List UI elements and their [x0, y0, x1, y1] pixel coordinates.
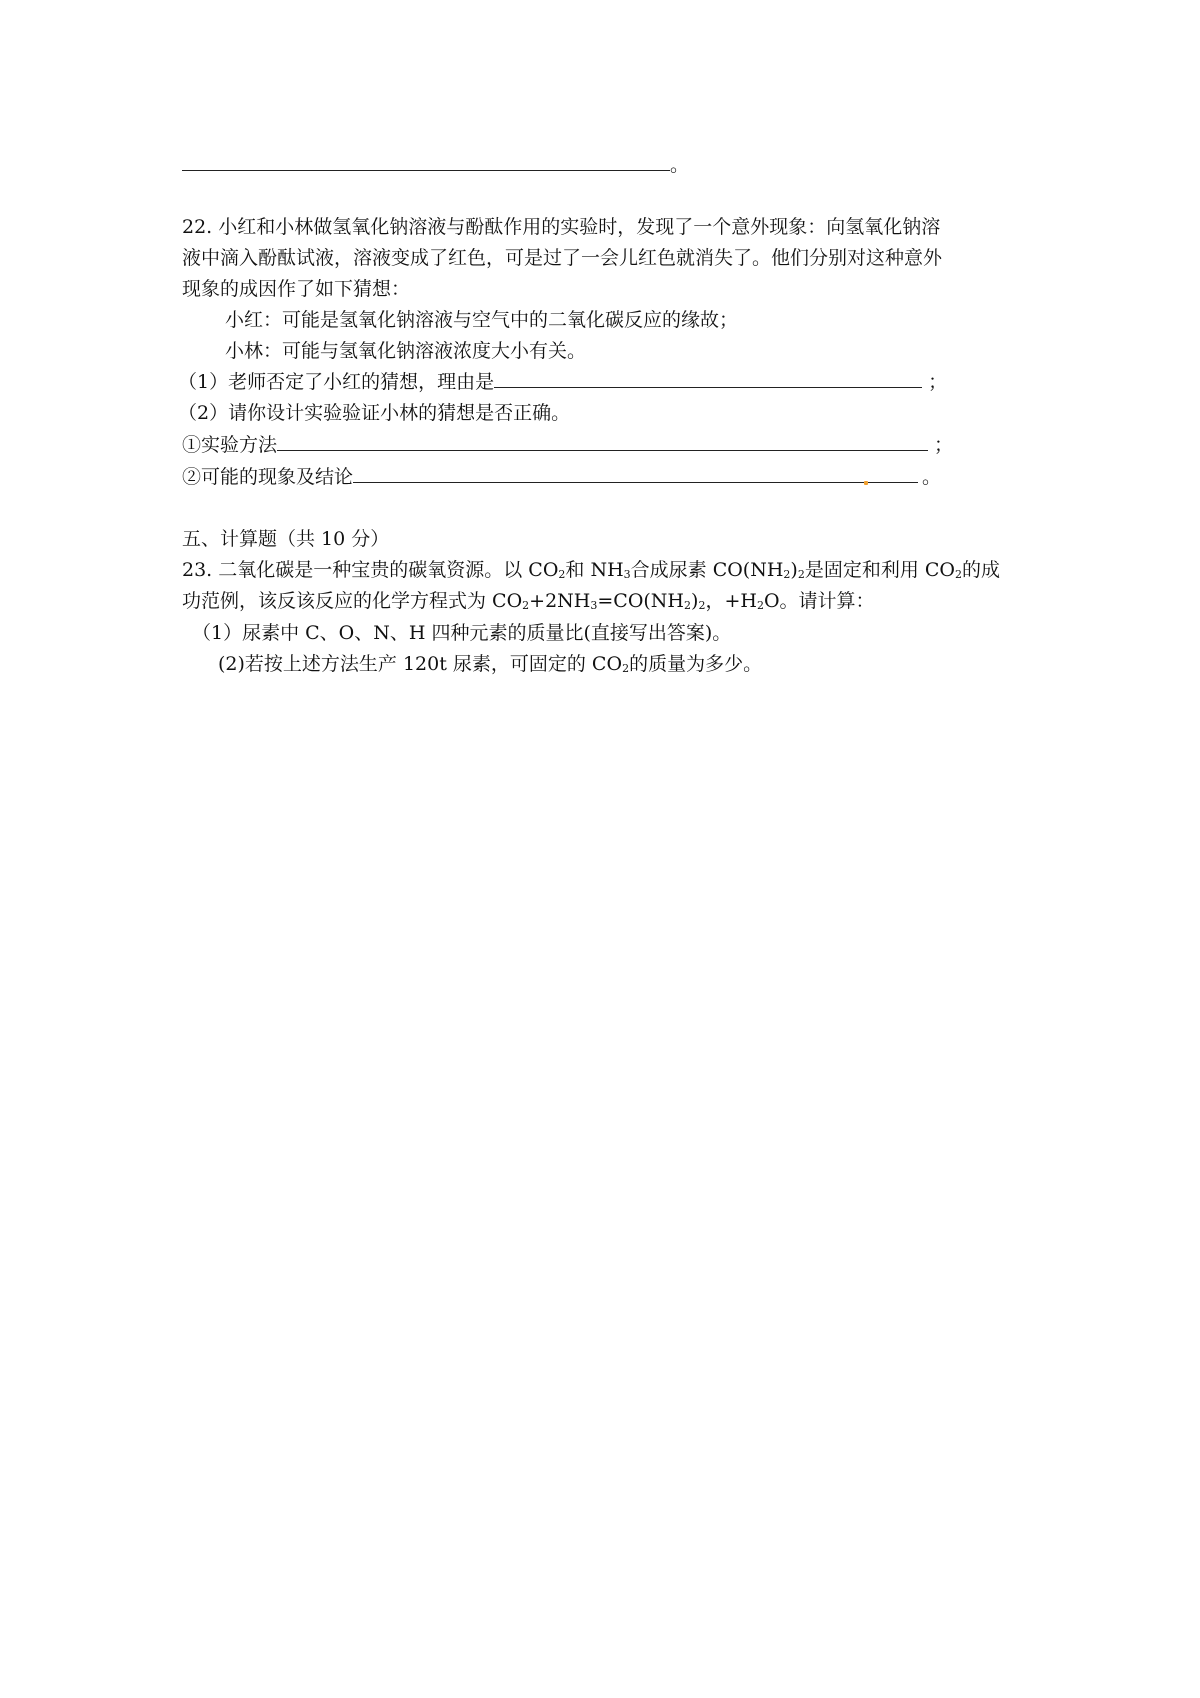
- q23-text-line-2: [182, 588, 875, 614]
- q23-text: 的质量为多少。: [629, 653, 763, 675]
- q22-method-prompt: ①实验方法: [182, 434, 278, 456]
- q22-subquestion-2: （2）请你设计实验验证小林的猜想是否正确。: [178, 402, 571, 424]
- q23-text: 的成: [962, 559, 1001, 581]
- q22-method-end: ；: [934, 434, 954, 456]
- q22-method-row: [182, 432, 953, 458]
- q23-text: ，+H: [705, 590, 757, 612]
- q22-guess-xiaohong: 小红：可能是氢氧化钠溶液与空气中的二氧化碳反应的缘故；: [225, 309, 739, 331]
- q22-result-answer-blank[interactable]: [353, 464, 918, 483]
- q22-sub1-end: ；: [928, 371, 948, 393]
- answer-blank[interactable]: [182, 152, 670, 171]
- section-heading: 五、计算题（共 10 分）: [182, 528, 390, 550]
- end-punctuation: 。: [670, 154, 690, 176]
- subscript: 2: [622, 662, 630, 675]
- q23-text: ): [790, 559, 798, 581]
- q23-subquestion-2: [218, 651, 762, 677]
- q22-text-line-2: 液中滴入酚酞试液，溶液变成了红色，可是过了一会儿红色就消失了。他们分别对这种意外: [182, 247, 943, 269]
- q23-text: 和 NH: [565, 559, 624, 581]
- subscript: 2: [756, 599, 764, 612]
- subscript: 2: [955, 568, 962, 581]
- q23-text: 功范例，该反该反应的化学方程式为 CO: [182, 590, 523, 612]
- q22-sub1-prompt: （1）老师否定了小红的猜想，理由是: [178, 371, 495, 393]
- subscript: 3: [623, 568, 631, 581]
- q23-text: +2NH: [529, 590, 591, 612]
- q23-text: 合成尿素 CO(NH: [630, 559, 784, 581]
- q22-guess-xiaolin: 小林：可能与氢氧化钠溶液浓度大小有关。: [225, 340, 587, 362]
- q23-text: 23. 二氧化碳是一种宝贵的碳氧资源。以 CO: [182, 559, 559, 581]
- q23-text: O。请计算：: [763, 590, 875, 612]
- subscript: 2: [797, 568, 805, 581]
- subscript: 2: [522, 599, 530, 612]
- subscript: 2: [783, 568, 791, 581]
- q23-text: ): [691, 590, 699, 612]
- q22-result-prompt: ②可能的现象及结论: [182, 466, 354, 488]
- subscript: 3: [590, 599, 598, 612]
- q23-text: =CO(NH: [597, 590, 685, 612]
- q22-result-end: 。: [922, 466, 942, 488]
- q22-sub1-answer-blank[interactable]: [494, 369, 922, 388]
- q22-subquestion-1: [178, 369, 947, 395]
- q23-text-line-1: [182, 557, 1000, 583]
- answer-line-continued: [182, 152, 689, 178]
- q22-text-line-3: 现象的成因作了如下猜想：: [182, 278, 411, 300]
- subscript: 2: [698, 599, 706, 612]
- stray-mark: [864, 481, 868, 485]
- subscript: 2: [558, 568, 566, 581]
- q22-method-answer-blank[interactable]: [277, 432, 928, 451]
- q23-subquestion-1: （1）尿素中 C、O、N、H 四种元素的质量比(直接写出答案)。: [192, 622, 732, 644]
- q22-text-line-1: 22. 小红和小林做氢氧化钠溶液与酚酞作用的实验时，发现了一个意外现象：向氢氧化钠溶: [182, 216, 941, 238]
- q22-result-row: [182, 464, 941, 490]
- subscript: 2: [684, 599, 692, 612]
- q23-text: (2)若按上述方法生产 120t 尿素，可固定的 CO: [218, 653, 623, 675]
- q23-text: 是固定和利用 CO: [804, 559, 955, 581]
